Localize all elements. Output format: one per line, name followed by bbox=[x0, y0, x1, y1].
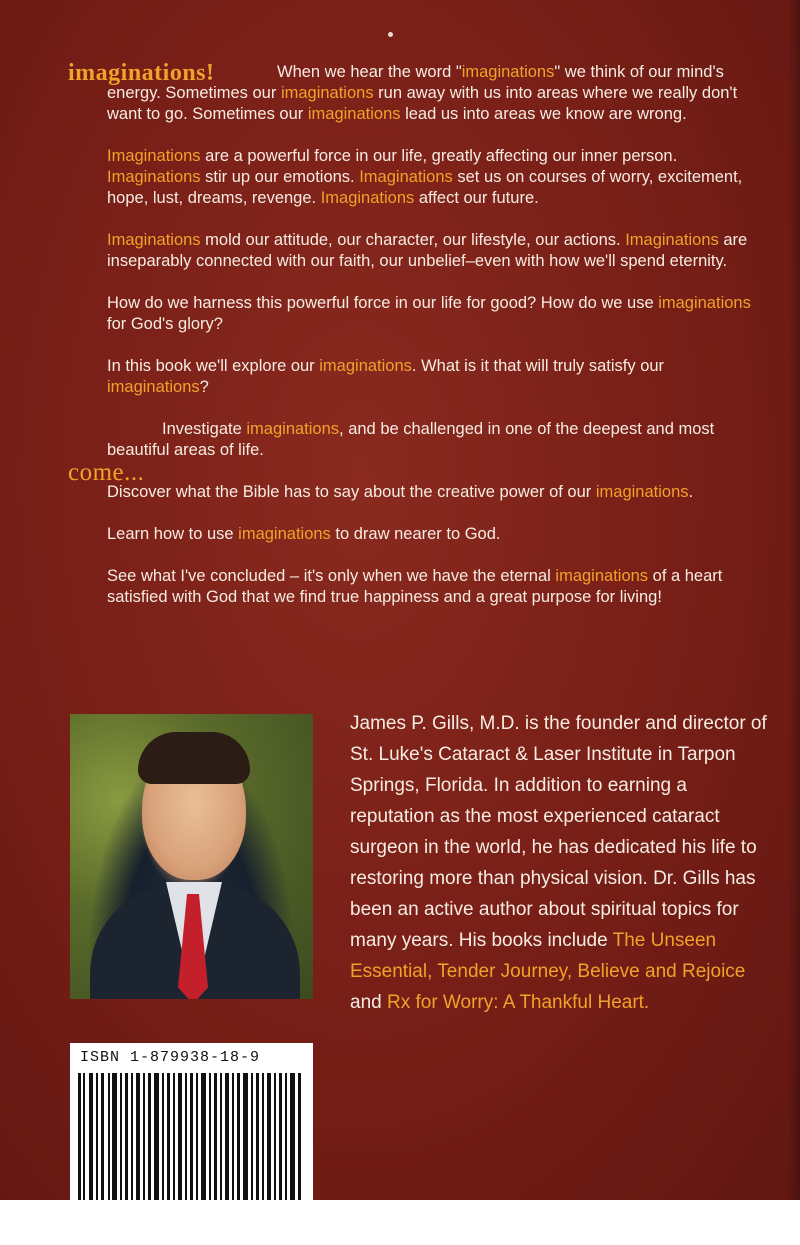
barcode-label bbox=[70, 1043, 313, 1200]
body-text: are inseparably connected with our faith, our unbelief–even with how we'll spend eternity. bbox=[107, 231, 748, 270]
barcode-graphic bbox=[78, 1073, 303, 1200]
blurb-paragraph-3 bbox=[107, 230, 757, 272]
author-photo bbox=[70, 714, 313, 999]
highlighted-text: imaginations bbox=[246, 420, 340, 438]
highlighted-text: imaginations bbox=[555, 567, 649, 585]
isbn-number: ISBN 1-879938-18-9 bbox=[80, 1049, 261, 1066]
author-bio bbox=[350, 708, 770, 1018]
body-text: and bbox=[350, 992, 387, 1013]
highlighted-text: imaginations bbox=[107, 378, 200, 396]
blurb-paragraph-4 bbox=[107, 293, 757, 335]
body-text: " we think of our mind's energy. Sometimes our bbox=[107, 63, 724, 102]
body-text: of a heart satisfied with God that we find true happiness and a great purpose for living! bbox=[107, 567, 723, 606]
blurb-paragraph-6 bbox=[107, 419, 757, 461]
blurb-paragraph-1 bbox=[107, 62, 757, 125]
highlighted-text: Imaginations bbox=[107, 147, 201, 165]
highlighted-text: Imaginations bbox=[359, 168, 453, 186]
body-text: run away with us into areas where we really don't want to go. Sometimes our bbox=[107, 84, 738, 123]
body-text: When we hear the word " bbox=[277, 63, 462, 81]
blurb-paragraph-5 bbox=[107, 356, 757, 398]
body-text: affect our future. bbox=[414, 189, 539, 207]
highlighted-text: imaginations bbox=[319, 357, 412, 375]
body-text: for God's glory? bbox=[107, 315, 223, 333]
speck bbox=[388, 32, 393, 37]
highlighted-text: imaginations bbox=[461, 63, 555, 81]
body-text: set us on courses of worry, excitement, hope, lust, dreams, revenge. bbox=[107, 168, 743, 207]
body-text: Investigate bbox=[162, 420, 247, 438]
highlighted-text: imaginations bbox=[238, 525, 331, 543]
highlighted-text: Imaginations bbox=[320, 189, 415, 207]
body-text: In this book we'll explore our bbox=[107, 357, 320, 375]
body-text: Discover what the Bible has to say about the creative power of our bbox=[107, 483, 596, 501]
highlighted-text: Rx for Worry: A Thankful Heart. bbox=[386, 992, 650, 1013]
blurb-paragraph-8 bbox=[107, 524, 757, 545]
highlighted-text: imaginations bbox=[658, 294, 751, 312]
highlighted-text: The Unseen Essential, Tender Journey, Believe and Rejoice bbox=[350, 930, 746, 982]
highlighted-text: imaginations bbox=[280, 84, 374, 102]
body-text: stir up our emotions. bbox=[200, 168, 360, 186]
body-text: lead us into areas we know are wrong. bbox=[400, 105, 687, 123]
blurb-paragraph-2 bbox=[107, 146, 757, 209]
highlighted-text: Imaginations bbox=[107, 168, 201, 186]
body-text: , and be challenged in one of the deepest and most beautiful areas of life. bbox=[107, 420, 715, 459]
highlighted-text: Imaginations bbox=[625, 231, 719, 249]
highlighted-text: Imaginations bbox=[107, 231, 201, 249]
highlighted-text: imaginations bbox=[595, 483, 689, 501]
author-photo-hair bbox=[138, 732, 250, 784]
body-text: See what I've concluded – it's only when we have the eternal bbox=[107, 567, 556, 585]
blurb-text bbox=[107, 62, 757, 629]
lead-word-come: come... bbox=[68, 459, 145, 486]
highlighted-text: imaginations bbox=[307, 105, 401, 123]
body-text: Learn how to use bbox=[107, 525, 239, 543]
body-text: to draw nearer to God. bbox=[330, 525, 501, 543]
body-text: mold our attitude, our character, our lifestyle, our actions. bbox=[200, 231, 626, 249]
body-text: . What is it that will truly satisfy our bbox=[411, 357, 665, 375]
body-text: ? bbox=[199, 378, 209, 396]
blurb-paragraph-7 bbox=[107, 482, 757, 503]
body-text: James P. Gills, M.D. is the founder and director of St. Luke's Cataract & Laser Institute in Tarpon Springs, Florida. In addition to earning a reputation as the most experienced cataract surgeon in the world, he has dedicated his life to restoring more than physical vision. Dr. Gills has been an active author about spiritual topics for many years. His books include bbox=[350, 713, 767, 951]
blurb-paragraph-9 bbox=[107, 566, 757, 608]
body-text: How do we harness this powerful force in our life for good? How do we use bbox=[107, 294, 659, 312]
body-text: are a powerful force in our life, greatly affecting our inner person. bbox=[200, 147, 678, 165]
body-text: . bbox=[688, 483, 694, 501]
lead-word-imaginations: imaginations! bbox=[68, 60, 215, 86]
